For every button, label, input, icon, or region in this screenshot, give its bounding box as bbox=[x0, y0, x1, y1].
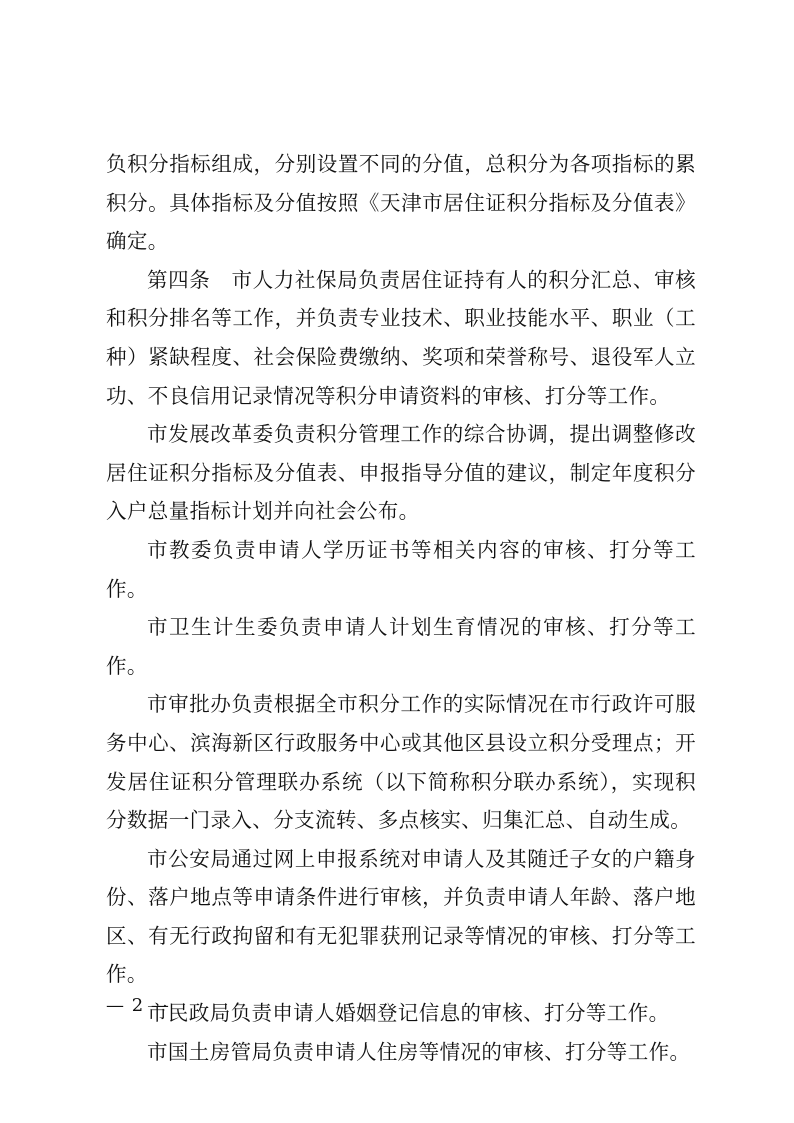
paragraph-public-security: 市公安局通过网上申报系统对申请人及其随迁子女的户籍身份、落户地点等申请条件进行审核，并负责申请人年龄、落户地区、有无行政拘留和有无犯罪获刑记录等情况的审核、打分等工作。 bbox=[106, 846, 696, 987]
paragraph-land-housing: 市国土房管局负责申请人住房等情况的审核、打分等工作。 bbox=[147, 1039, 691, 1064]
paragraph-civil-affairs: 市民政局负责申请人婚姻登记信息的审核、打分等工作。 bbox=[147, 1001, 670, 1026]
paragraph-1: 负积分指标组成，分别设置不同的分值，总积分为各项指标的累积分。具体指标及分值按照《天津市居住证积分指标及分值表》确定。 bbox=[106, 152, 696, 254]
paragraph-health: 市卫生计生委负责申请人计划生育情况的审核、打分等工作。 bbox=[106, 615, 696, 678]
body-text bbox=[106, 145, 696, 1071]
page-number: — 2 — bbox=[106, 995, 170, 1016]
paragraph-education: 市教委负责申请人学历证书等相关内容的审核、打分等工作。 bbox=[106, 537, 696, 601]
paragraph-article-4: 第四条 市人力社保局负责居住证持有人的积分汇总、审核和积分排名等工作，并负责专业技术、职业技能水平、职业（工种）紧缺程度、社会保险费缴纳、奖项和荣誉称号、退役军人立功、不良信用记录情况等积分申请资料的审核、打分等工作。 bbox=[106, 267, 696, 408]
paragraph-development-reform: 市发展改革委负责积分管理工作的综合协调，提出调整修改居住证积分指标及分值表、申报指导分值的建议，制定年度积分入户总量指标计划并向社会公布。 bbox=[106, 422, 696, 524]
paragraph-approval-office: 市审批办负责根据全市积分工作的实际情况在市行政许可服务中心、滨海新区行政服务中心或其他区县设立积分受理点；开发居住证积分管理联办系统（以下简称积分联办系统），实现积分数据一门录入、分支流转、多点核实、归集汇总、自动生成。 bbox=[106, 692, 696, 833]
